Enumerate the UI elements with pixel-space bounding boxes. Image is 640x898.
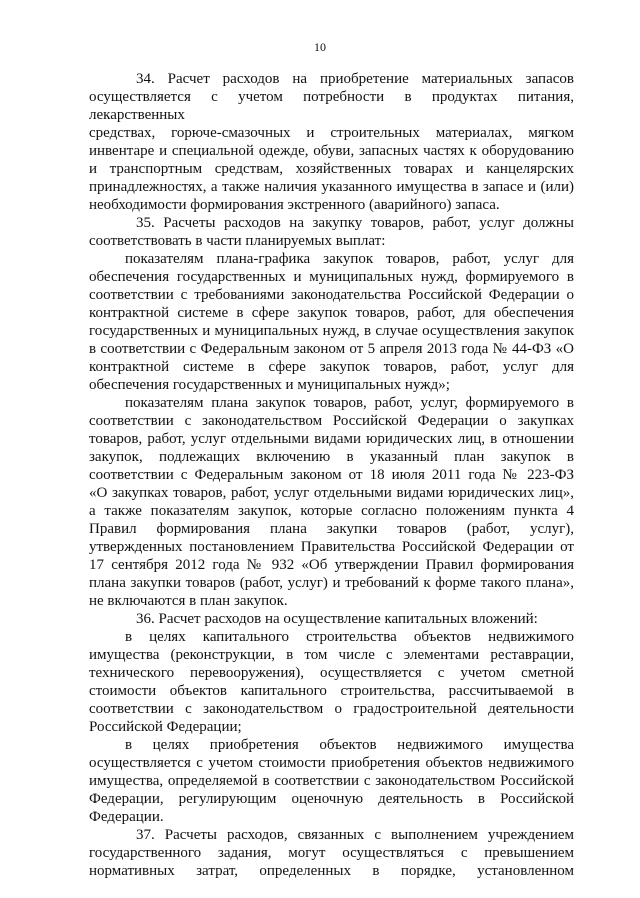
text-line: в целях приобретения объектов недвижимого имущества [125,737,574,753]
text-line: осуществляется с учетом стоимости приобретения объектов недвижимого [89,755,574,771]
text-line: и транспортным средствам, хозяйственных товарах и канцелярских [89,161,574,177]
text-line: 17 сентября 2012 года № 932 «Об утверждении Правил формирования [89,557,574,573]
text-line: соответствии с законодательством о градостроительной деятельности [89,701,574,717]
text-line: 36. Расчет расходов на осуществление капитальных вложений: [136,611,538,627]
text-line: средствах, горюче-смазочных и строительных материалах, мягком [89,125,574,141]
text-line: государственного задания, могут осуществляться с превышением [89,845,574,861]
text-line: Правил формирования плана закупки товаров (работ, услуг), [89,521,574,537]
text-line: в соответствии с Федеральным законом от 5 апреля 2013 года № 44-ФЗ «О [89,341,574,357]
text-line: соответствии с требованиями законодательства Российской Федерации о [89,287,574,303]
document-body [89,70,574,880]
text-line: Федерации, регулирующим оценочную деятельность в Российской [89,791,574,807]
text-line: Российской Федерации; [89,719,242,735]
text-line: не включаются в план закупок. [89,593,288,609]
text-line: товаров, работ, услуг отдельными видами юридических лиц, в отношении [89,431,574,447]
text-line: показателям плана закупок товаров, работ, услуг, формируемого в [125,395,574,411]
text-line: показателям плана-графика закупок товаров, работ, услуг для [125,251,574,267]
text-line: 37. Расчеты расходов, связанных с выполнением учреждением [136,827,574,843]
text-line: 35. Расчеты расходов на закупку товаров, работ, услуг должны [136,215,574,231]
text-line: инвентаре и специальной одежде, обуви, запасных частях к оборудованию [89,143,574,159]
text-line: «О закупках товаров, работ, услуг отдельными видами юридических лиц», [89,485,574,501]
text-line: обеспечения государственных и муниципальных нужд, формируемого в [89,269,574,285]
text-line: обеспечения государственных и муниципальных нужд»; [89,377,450,393]
text-line: нормативных затрат, определенных в порядке, установленном [89,863,574,879]
text-line: стоимости объектов капитального строительства, рассчитываемой в [89,683,574,699]
text-line: закупок, подлежащих включению в указанный план закупок в [89,449,574,465]
text-line: утвержденных постановлением Правительства Российской Федерации от [89,539,574,555]
text-line: а также показателям закупок, которые согласно положениям пункта 4 [89,503,574,519]
text-line: осуществляется с учетом потребности в продуктах питания, лекарственных [89,89,574,123]
text-line: принадлежностях, а также наличия указанного имущества в запасе и (или) [89,179,574,195]
text-line: 34. Расчет расходов на приобретение материальных запасов [136,71,574,87]
text-line: соответствии с Федеральным законом от 18 июля 2011 года № 223-ФЗ [89,467,574,483]
text-line: соответствии с законодательством Российской Федерации о закупках [89,413,574,429]
text-line: контрактной системе в сфере закупок товаров, работ, услуг для [89,359,574,375]
text-line: необходимости формирования экстренного (аварийного) запаса. [89,197,500,213]
text-line: Федерации. [89,809,164,825]
text-line: плана закупки товаров (работ, услуг) и требований к форме такого плана», [89,575,574,591]
page-number: 10 [314,40,326,54]
text-line: имущества (реконструкции, в том числе с элементами реставрации, [89,647,574,663]
text-line: соответствовать в части планируемых выплат: [89,233,386,249]
text-line: контрактной системе в сфере закупок товаров, работ, для обеспечения [89,305,574,321]
text-line: в целях капитального строительства объектов недвижимого [125,629,574,645]
text-line: технического перевооружения), осуществляется с учетом сметной [89,665,574,681]
text-line: государственных и муниципальных нужд, в случае осуществления закупок [89,323,574,339]
text-line: имущества, определяемой в соответствии с законодательством Российской [89,773,574,789]
